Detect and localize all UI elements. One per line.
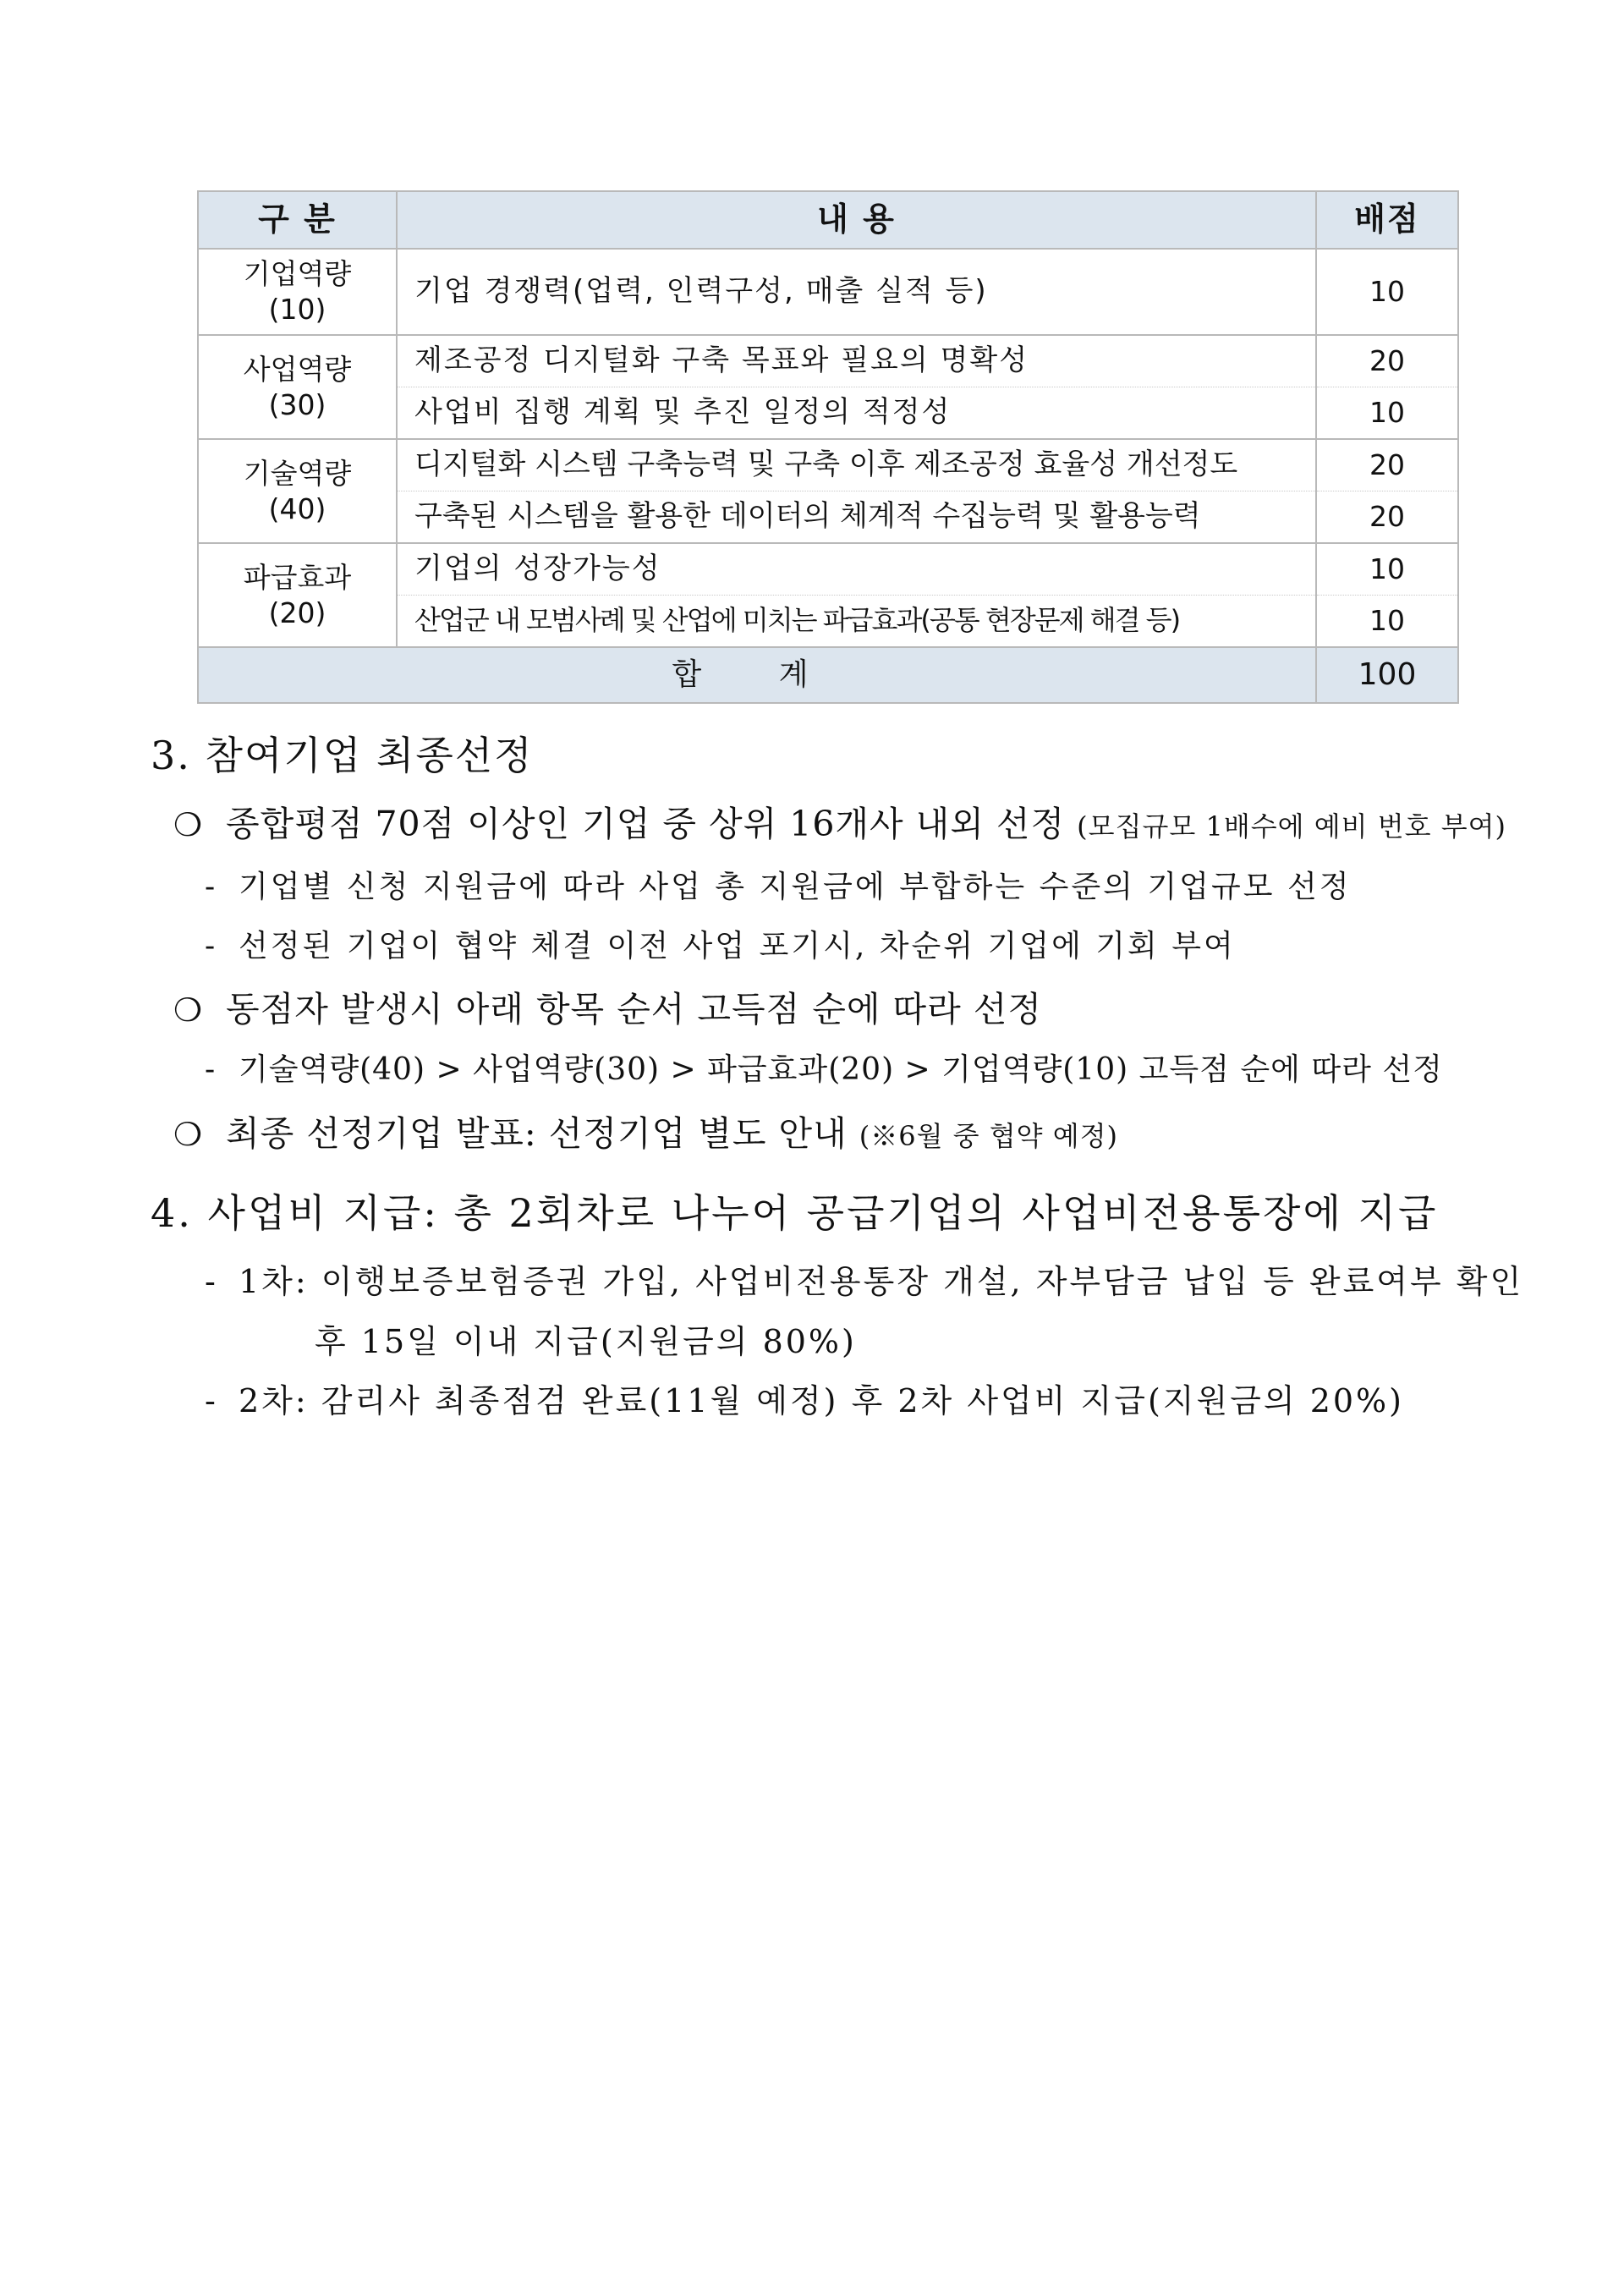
- dash-bullet: -: [205, 870, 218, 904]
- table-row: [198, 439, 1458, 491]
- payment-item-1: [205, 1255, 1523, 1302]
- content-cell: 기업의 성장가능성: [397, 543, 1316, 596]
- sub-item-text: 선정된 기업이 협약 체결 이전 사업 포기시, 차순위 기업에 기회 부여: [239, 929, 1236, 964]
- table-total-row: [198, 647, 1458, 703]
- section-3-bullet-3: [173, 1106, 1118, 1156]
- header-category: 구 분: [198, 191, 397, 249]
- category-cell: [198, 543, 397, 647]
- table-row: [198, 543, 1458, 596]
- category-cell: [198, 439, 397, 543]
- bullet-text: 동점자 발생시 아래 항목 순서 고득점 순에 따라 선정: [226, 989, 1042, 1029]
- section-3-bullet-1: [173, 796, 1506, 846]
- circle-bullet-icon: ❍: [173, 806, 204, 843]
- section-3-sub-item: [205, 863, 1352, 906]
- total-points: 100: [1316, 647, 1458, 703]
- section-3-title: 3. 참여기업 최종선정: [151, 733, 534, 778]
- dash-bullet: -: [205, 1263, 218, 1300]
- dash-bullet: -: [205, 1052, 217, 1087]
- section-4-title: [151, 1183, 1438, 1238]
- table-row: [198, 249, 1458, 335]
- total-label: 합 계: [198, 647, 1316, 703]
- category-cell: [198, 335, 397, 439]
- circle-bullet-icon: ❍: [173, 1116, 204, 1153]
- section-3-bullet-2: [173, 981, 1042, 1031]
- table-row: [198, 335, 1458, 387]
- circle-bullet-icon: ❍: [173, 991, 204, 1029]
- points-cell: 10: [1316, 543, 1458, 596]
- content-cell: 산업군 내 모범사례 및 산업에 미치는 파급효과(공통 현장문제 해결 등): [397, 596, 1316, 648]
- category-name: 파급효과: [243, 560, 352, 594]
- points-cell: 20: [1316, 491, 1458, 544]
- header-points: 배점: [1316, 191, 1458, 249]
- points-cell: 10: [1316, 596, 1458, 648]
- section-3-sub-item: [205, 922, 1236, 965]
- header-content: 내 용: [397, 191, 1316, 249]
- payment-item-1-continuation: 후 15일 이내 지급(지원금의 80%): [315, 1323, 857, 1360]
- content-cell: 기업 경쟁력(업력, 인력구성, 매출 실적 등): [397, 249, 1316, 335]
- bullet-text: 최종 선정기업 발표: 선정기업 별도 안내: [226, 1113, 848, 1154]
- points-cell: 10: [1316, 387, 1458, 440]
- category-name: 사업역량: [243, 352, 352, 386]
- bullet-note: (모집규모 1배수에 예비 번호 부여): [1077, 810, 1507, 843]
- table-header-row: [198, 191, 1458, 249]
- bullet-note: (※6월 중 협약 예정): [859, 1120, 1119, 1152]
- points-cell: 20: [1316, 335, 1458, 387]
- category-points: (10): [268, 293, 326, 326]
- payment-text: : 감리사 최종점검 완료(11월 예정) 후 2차 사업비 지급(지원금의 20%): [294, 1382, 1404, 1419]
- dash-bullet: -: [205, 929, 218, 964]
- section-3-sub-item: [205, 1046, 1443, 1089]
- content-cell: 디지털화 시스템 구축능력 및 구축 이후 제조공정 효율성 개선정도: [397, 439, 1316, 491]
- section-4-heading: 4. 사업비 지급: [151, 1190, 424, 1236]
- category-points: (30): [268, 387, 326, 421]
- bullet-text: 종합평점 70점 이상인 기업 중 상위 16개사 내외 선정: [226, 804, 1066, 844]
- content-cell: 구축된 시스템을 활용한 데이터의 체계적 수집능력 및 활용능력: [397, 491, 1316, 544]
- sub-item-text: 기술역량(40) > 사업역량(30) > 파급효과(20) > 기업역량(10) 고득점 순에 따라 선정: [239, 1052, 1443, 1087]
- payment-item-2: [205, 1375, 1404, 1421]
- sub-item-text: 기업별 신청 지원금에 따라 사업 총 지원금에 부합하는 수준의 기업규모 선정: [239, 870, 1352, 904]
- category-cell: [198, 249, 397, 335]
- category-points: (20): [268, 596, 326, 629]
- points-cell: 20: [1316, 439, 1458, 491]
- evaluation-criteria-table: [197, 190, 1459, 704]
- payment-text: : 이행보증보험증권 가입, 사업비전용통장 개설, 자부담금 납입 등 완료여부 확인: [294, 1263, 1524, 1300]
- content-cell: 사업비 집행 계획 및 추진 일정의 적정성: [397, 387, 1316, 440]
- points-cell: 10: [1316, 249, 1458, 335]
- category-name: 기업역량: [243, 257, 352, 290]
- content-cell: 제조공정 디지털화 구축 목표와 필요의 명확성: [397, 335, 1316, 387]
- payment-label: 2차: [239, 1382, 295, 1419]
- category-points: (40): [268, 491, 326, 525]
- category-name: 기술역량: [243, 456, 352, 490]
- dash-bullet: -: [205, 1382, 218, 1419]
- section-4-heading-rest: : 총 2회차로 나누어 공급기업의 사업비전용통장에 지급: [423, 1190, 1439, 1236]
- payment-label: 1차: [239, 1263, 295, 1300]
